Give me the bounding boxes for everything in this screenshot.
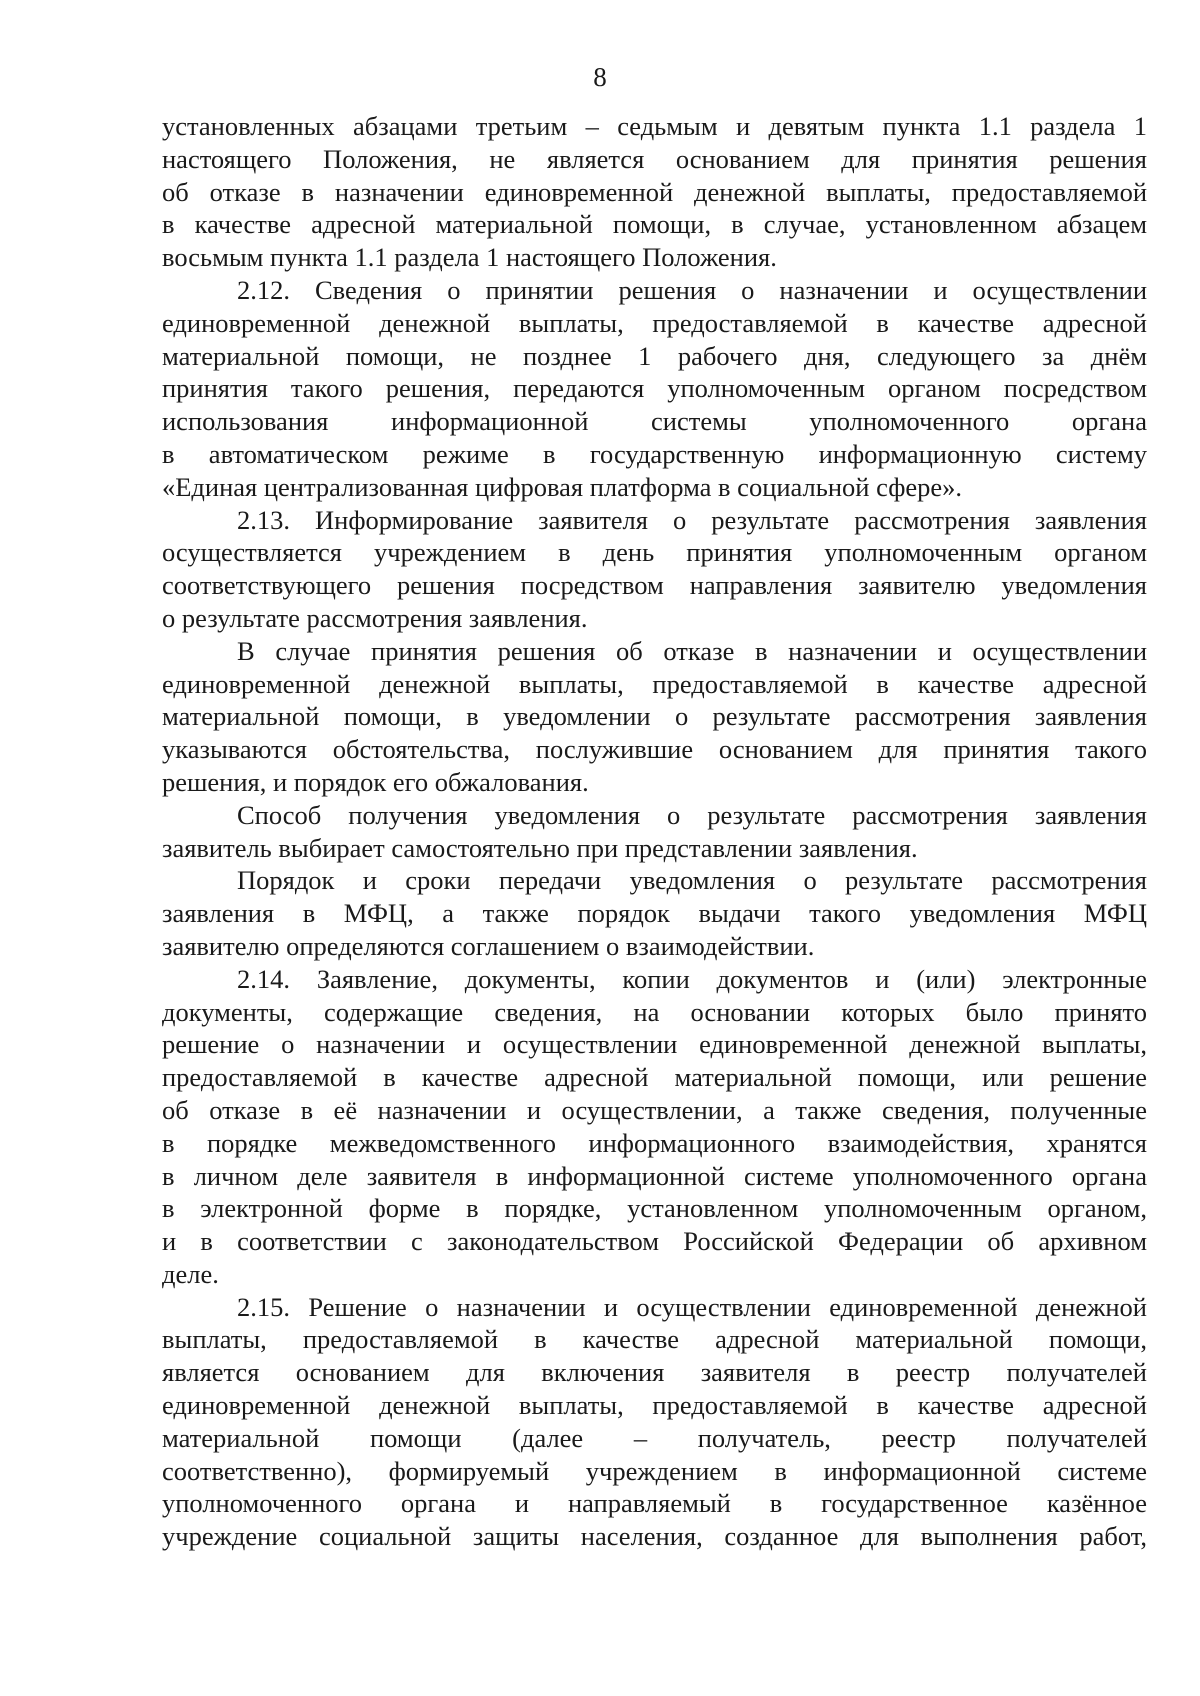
page-number: 8 [593,62,607,92]
text-line: решения, и порядок его обжалования. [162,766,589,797]
document-body [162,110,1147,1553]
text-line: учреждение социальной защиты населения, созданное для выполнения работ, [162,1521,1147,1552]
text-line: в автоматическом режиме в государственную информационную систему [162,438,1147,469]
text-line: 2.12. Сведения о принятии решения о назначении и осуществлении [237,274,1147,305]
text-line: Порядок и сроки передачи уведомления о результате рассмотрения [237,865,1147,896]
text-line: выплаты, предоставляемой в качестве адресной материальной помощи, [162,1324,1147,1355]
text-line: материальной помощи, в уведомлении о результате рассмотрения заявления [162,701,1147,732]
text-line: заявления в МФЦ, а также порядок выдачи такого уведомления МФЦ [162,898,1147,929]
text-line: деле. [162,1258,219,1289]
text-line: документы, содержащие сведения, на основании которых было принято [162,996,1147,1027]
text-line: материальной помощи, не позднее 1 рабочего дня, следующего за днём [162,340,1147,371]
text-line: единовременной денежной выплаты, предоставляемой в качестве адресной [162,668,1147,699]
text-line: соответственно), формируемый учреждением в информационной системе [162,1455,1147,1486]
text-line: использования информационной системы уполномоченного органа [162,406,1147,437]
text-line: 2.15. Решение о назначении и осуществлении единовременной денежной [237,1291,1147,1322]
text-line: Способ получения уведомления о результате рассмотрения заявления [237,799,1147,830]
text-line: настоящего Положения, не является основанием для принятия решения [162,143,1147,174]
text-line: 2.13. Информирование заявителя о результате рассмотрения заявления [237,504,1147,535]
text-line: в порядке межведомственного информационного взаимодействия, хранятся [162,1127,1147,1158]
text-line: предоставляемой в качестве адресной материальной помощи, или решение [162,1062,1147,1093]
text-line: материальной помощи (далее – получатель, реестр получателей [162,1422,1147,1453]
text-line: в качестве адресной материальной помощи, в случае, установленном абзацем [162,209,1147,240]
text-line: осуществляется учреждением в день принятия уполномоченным органом [162,537,1147,568]
text-line: соответствующего решения посредством направления заявителю уведомления [162,570,1147,601]
text-line: единовременной денежной выплаты, предоставляемой в качестве адресной [162,1390,1147,1421]
text-line: принятия такого решения, передаются уполномоченным органом посредством [162,373,1147,404]
text-line: заявитель выбирает самостоятельно при представлении заявления. [162,832,918,863]
text-line: об отказе в её назначении и осуществлении, а также сведения, полученные [162,1094,1147,1125]
text-line: уполномоченного органа и направляемый в государственное казённое [162,1488,1147,1519]
text-line: заявителю определяются соглашением о взаимодействии. [162,930,815,961]
text-line: единовременной денежной выплаты, предоставляемой в качестве адресной [162,307,1147,338]
text-line: 2.14. Заявление, документы, копии документов и (или) электронные [237,963,1147,994]
text-line: в электронной форме в порядке, установленном уполномоченным органом, [162,1193,1147,1224]
text-line: о результате рассмотрения заявления. [162,602,588,633]
text-line: и в соответствии с законодательством Российской Федерации об архивном [162,1226,1147,1257]
text-line: указываются обстоятельства, послужившие основанием для принятия такого [162,734,1147,765]
text-line: В случае принятия решения об отказе в назначении и осуществлении [237,635,1147,666]
text-line: «Единая централизованная цифровая платформа в социальной сфере». [162,471,963,502]
text-line: установленных абзацами третьим – седьмым и девятым пункта 1.1 раздела 1 [162,111,1147,141]
text-line: в личном деле заявителя в информационной системе уполномоченного органа [162,1160,1147,1191]
text-line: восьмым пункта 1.1 раздела 1 настоящего Положения. [162,242,777,273]
text-line: решение о назначении и осуществлении единовременной денежной выплаты, [162,1029,1147,1060]
text-line: об отказе в назначении единовременной денежной выплаты, предоставляемой [162,176,1147,207]
text-line: является основанием для включения заявителя в реестр получателей [162,1357,1147,1388]
